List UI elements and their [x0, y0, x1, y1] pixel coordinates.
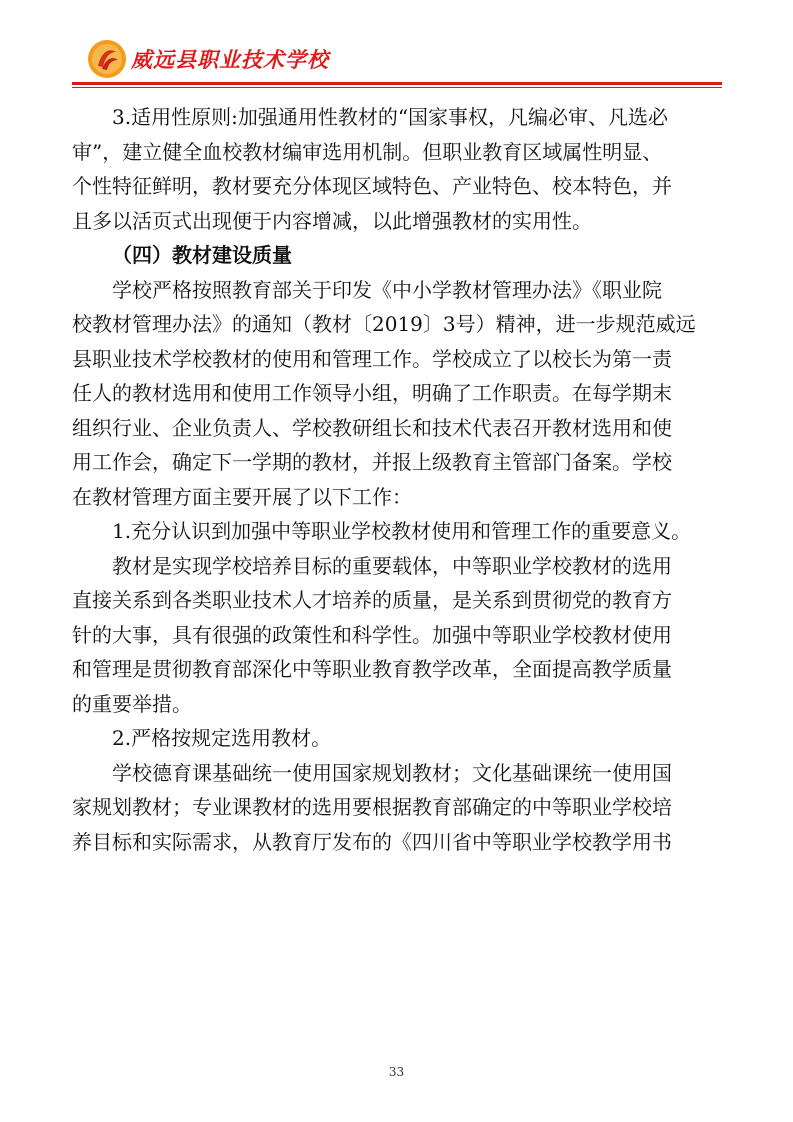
text-line: 的重要举措。	[72, 691, 192, 716]
paragraph-management	[72, 273, 722, 515]
text-line: 1.充分认识到加强中等职业学校教材使用和管理工作的重要意义。	[112, 519, 692, 543]
header-rule	[72, 82, 722, 85]
school-name: 威远县职业技术学校	[131, 48, 329, 72]
paragraph-selection	[72, 756, 722, 860]
text-line: 3.适用性原则:加强通用性教材的“国家事权，凡编必审、凡选必	[112, 105, 669, 129]
text-line: 且多以活页式出现便于内容增减，以此增强教材的实用性。	[72, 208, 592, 233]
text-line: 和管理是贯彻教育部深化中等职业教育教学改革，全面提高教学质量	[72, 657, 672, 681]
paragraph-significance	[72, 549, 722, 722]
school-logo-icon	[86, 38, 128, 80]
text-line: 在教材管理方面主要开展了以下工作：	[72, 484, 412, 509]
text-line: 用工作会，确定下一学期的教材，并报上级教育主管部门备案。学校	[72, 450, 672, 474]
text-line: 个性特征鲜明，教材要充分体现区域特色、产业特色、校本特色，并	[72, 174, 672, 198]
text-line: 学校严格按照教育部关于印发《中小学教材管理办法》《职业院	[112, 277, 662, 302]
text-line: 家规划教材；专业课教材的选用要根据教育部确定的中等职业学校培	[72, 795, 672, 819]
text-line: 针的大事，具有很强的政策性和科学性。加强中等职业学校教材使用	[72, 622, 672, 647]
text-line: 学校德育课基础统一使用国家规划教材；文化基础课统一使用国	[112, 760, 672, 785]
text-line: 直接关系到各类职业技术人才培养的质量，是关系到贯彻党的教育方	[72, 588, 672, 612]
text-line: 2.严格按规定选用教材。	[112, 726, 332, 750]
paragraph-applicability	[72, 100, 722, 238]
text-line: 校教材管理办法》的通知（教材〔2019〕3号）精神，进一步规范威远	[72, 312, 696, 336]
text-line: 养目标和实际需求，从教育厅发布的《四川省中等职业学校教学用书	[72, 829, 672, 854]
list-item-2	[72, 721, 722, 756]
text-line: 教材是实现学校培养目标的重要载体，中等职业学校教材的选用	[112, 553, 672, 578]
page-header	[0, 0, 793, 90]
text-line: 审”，建立健全血校教材编审选用机制。但职业教育区域属性明显、	[72, 139, 663, 164]
header-rule-thin	[72, 87, 722, 88]
text-line: （四）教材建设质量	[112, 243, 292, 267]
text-line: 组织行业、企业负责人、学校教研组长和技术代表召开教材选用和使	[72, 415, 672, 440]
list-item-1	[72, 514, 722, 549]
text-line: 县职业技术学校教材的使用和管理工作。学校成立了以校长为第一责	[72, 346, 672, 371]
section-heading	[72, 238, 722, 273]
page-number: 33	[388, 1065, 405, 1079]
text-line: 任人的教材选用和使用工作领导小组，明确了工作职责。在每学期末	[72, 381, 672, 405]
document-body	[72, 100, 722, 859]
